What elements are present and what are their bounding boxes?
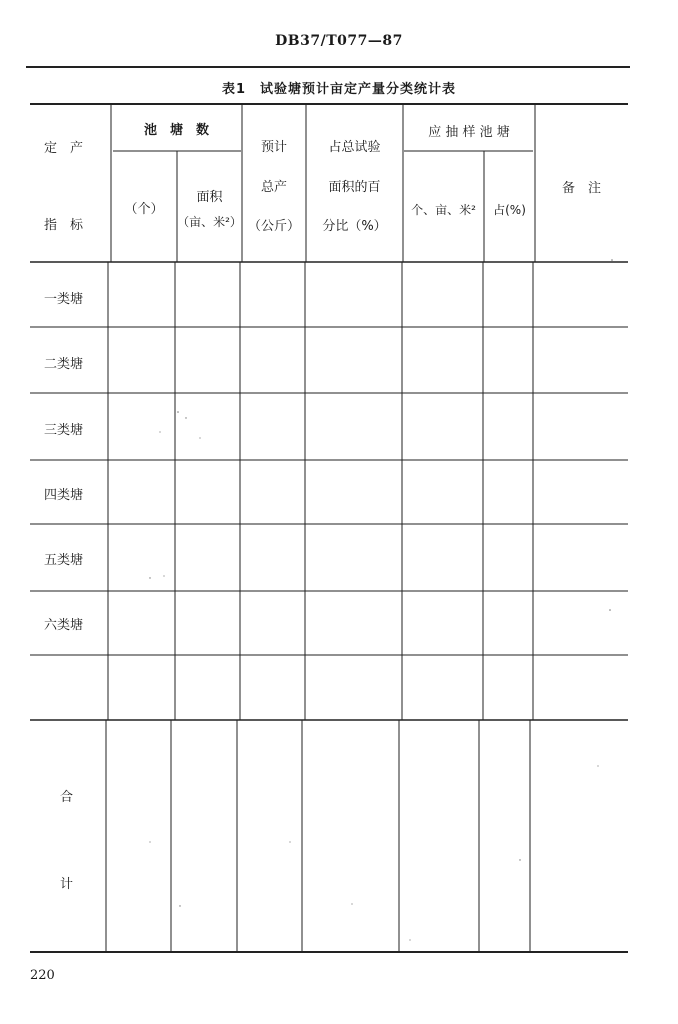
row-label-class5: 五类塘 [44, 553, 84, 568]
table-title: 表1 试验塘预计亩定产量分类统计表 [221, 82, 457, 97]
area-header-line2: （亩、米²） [177, 215, 242, 229]
row-label-class3: 三类塘 [44, 423, 84, 438]
area-header-line1: 面积 [196, 190, 223, 205]
row-label-class4: 四类塘 [44, 488, 84, 503]
percent-header-line1: 占总试验 [328, 140, 381, 155]
total-output-header-line1: 预计 [260, 140, 287, 155]
row-label-class2: 二类塘 [44, 357, 84, 372]
total-output-header-line3: （公斤） [247, 219, 300, 234]
total-label-char1: 合 [60, 790, 74, 805]
ponds-group-header: 池 塘 数 [143, 123, 209, 138]
ponds-count-header: （个） [124, 202, 164, 217]
document-code: DB37/T077—87 [275, 33, 403, 49]
sample-group-header: 应 抽 样 池 塘 [428, 125, 510, 140]
percent-header-line3: 分比（%） [322, 219, 387, 234]
row-label-class1: 一类塘 [44, 292, 84, 307]
percent-header-line2: 面积的百 [328, 180, 381, 195]
total-output-header-line2: 总产 [260, 180, 287, 195]
row-label-class6: 六类塘 [44, 618, 84, 633]
indicator-header-bottom: 指 标 [44, 218, 84, 233]
sample-percent-header: 占(%) [493, 203, 526, 217]
total-label-char2: 计 [60, 877, 74, 892]
page-number: 220 [30, 968, 55, 983]
remarks-header: 备 注 [561, 181, 601, 196]
indicator-header-top: 定 产 [44, 141, 84, 156]
sample-count-header: 个、亩、米² [411, 203, 476, 217]
